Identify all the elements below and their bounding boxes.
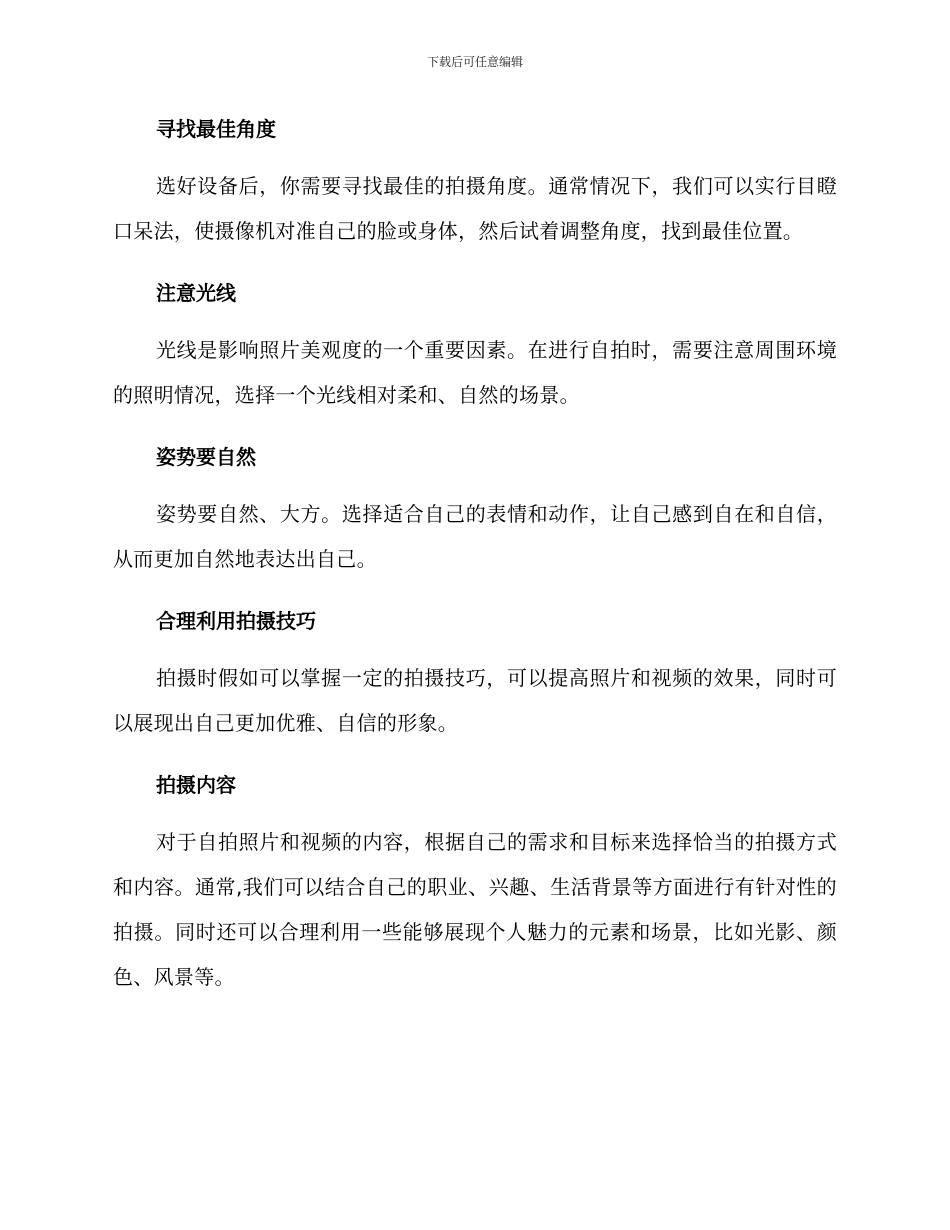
section-body-best-angle: 选好设备后，你需要寻找最佳的拍摄角度。通常情况下，我们可以实行目瞪口呆法，使摄像机对准自己的脸或身体，然后试着调整角度，找到最佳位置。 bbox=[113, 174, 837, 243]
section-body-natural-pose: 姿势要自然、大方。选择适合自己的表情和动作，让自己感到自在和自信，从而更加自然地表达出自己。 bbox=[113, 502, 837, 571]
section-heading-shooting-content: 拍摄内容 bbox=[156, 773, 236, 797]
page-header: 下载后可任意编辑 bbox=[426, 55, 523, 69]
document-body bbox=[113, 112, 837, 1000]
section-heading-lighting: 注意光线 bbox=[156, 281, 236, 305]
section-heading-best-angle: 寻找最佳角度 bbox=[156, 117, 276, 141]
section-body-shooting-techniques: 拍摄时假如可以掌握一定的拍摄技巧，可以提高照片和视频的效果，同时可以展现出自己更加优雅、自信的形象。 bbox=[113, 666, 837, 735]
section-heading-shooting-techniques: 合理利用拍摄技巧 bbox=[156, 609, 316, 633]
section-body-lighting: 光线是影响照片美观度的一个重要因素。在进行自拍时，需要注意周围环境的照明情况，选择一个光线相对柔和、自然的场景。 bbox=[113, 338, 837, 407]
section-heading-natural-pose: 姿势要自然 bbox=[156, 445, 256, 469]
section-body-shooting-content: 对于自拍照片和视频的内容，根据自己的需求和目标来选择恰当的拍摄方式和内容。通常,我们可以结合自己的职业、兴趣、生活背景等方面进行有针对性的拍摄。同时还可以合理利用一些能够展现个人魅力的元素和场景，比如光影、颜色、风景等。 bbox=[113, 830, 837, 989]
